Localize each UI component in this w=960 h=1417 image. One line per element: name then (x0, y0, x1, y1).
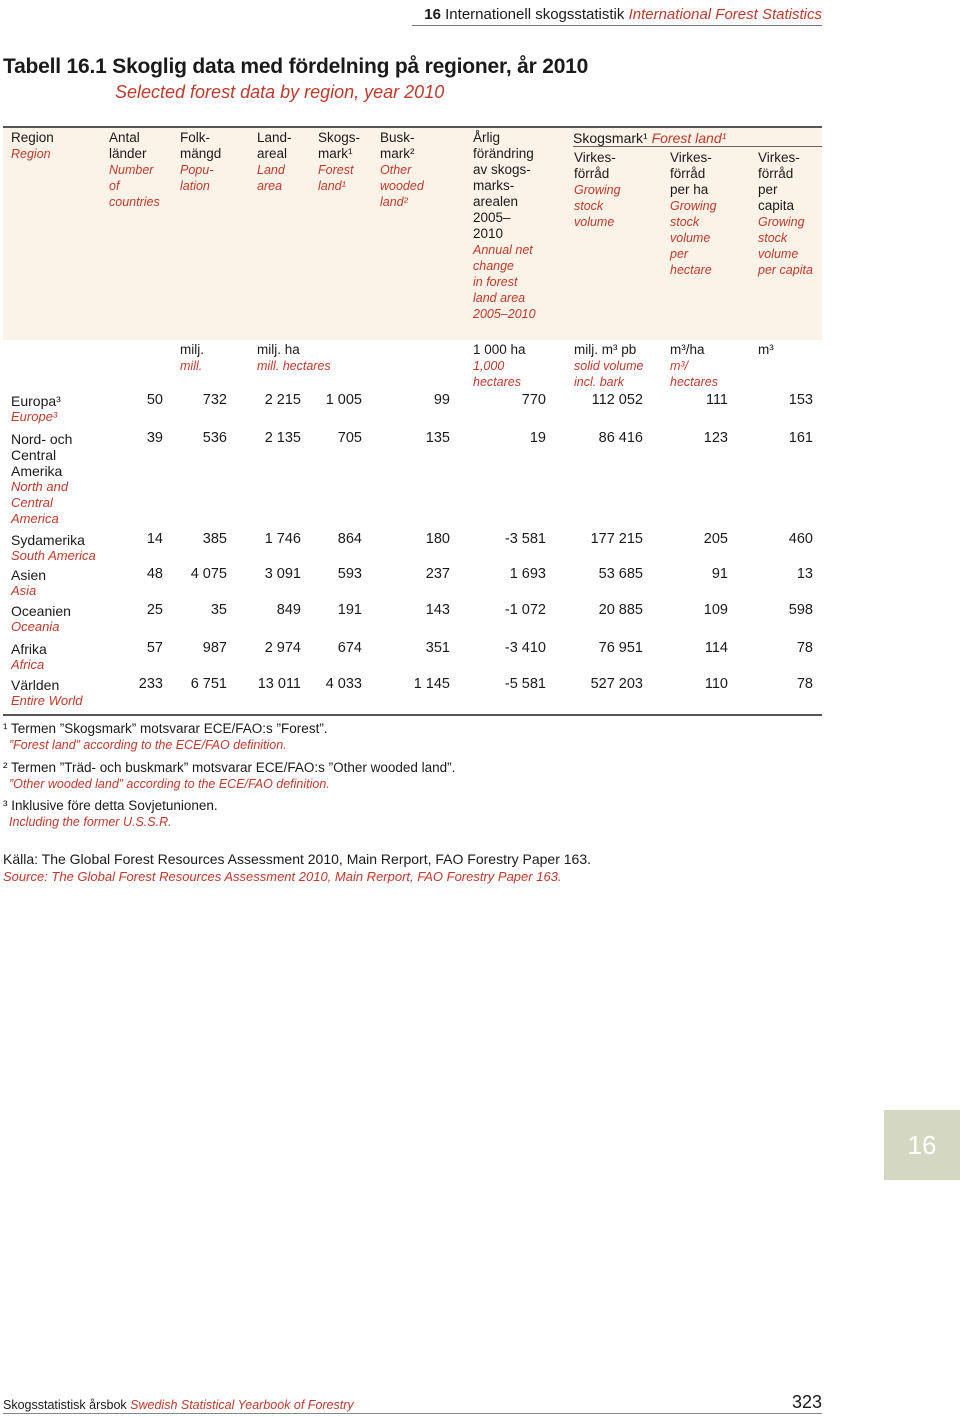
unit-cell-7 (574, 342, 643, 390)
table-cell: 674 (337, 640, 362, 656)
table-cell: 48 (146, 566, 163, 582)
source-sv: Källa: The Global Forest Resources Assessment 2010, Main Rerport, FAO Forestry Paper 163. (3, 851, 592, 867)
forest-land-group-en: Forest land¹ (651, 130, 727, 146)
column-header-4-sv-0: Skogs- (318, 130, 361, 145)
table-cell: 237 (425, 566, 450, 582)
row-label-6 (11, 677, 83, 709)
table-cell: 1 005 (325, 392, 362, 408)
unit-cell-7-en-0: solid volume (574, 359, 644, 373)
table-cell: 987 (202, 640, 227, 656)
column-header-5 (380, 130, 424, 210)
column-header-8-en-3: per (670, 247, 689, 261)
table-cell: 57 (146, 640, 163, 656)
column-header-7-sv-0: Virkes- (574, 150, 616, 165)
column-header-0-en-0: Region (11, 147, 51, 161)
column-header-4-sv-1: mark¹ (318, 146, 353, 161)
table-cell: 112 052 (591, 392, 643, 408)
row-label-1-en-1: Central (11, 495, 53, 510)
column-header-1-en-1: of (109, 179, 120, 193)
table-cell: 14 (146, 531, 163, 547)
column-header-7-en-0: Growing (574, 183, 621, 197)
unit-cell-8-en-0: m³/ (670, 359, 689, 373)
footer-rule (3, 1413, 822, 1414)
footnote-3 (3, 798, 218, 830)
column-header-6-en-4: 2005–2010 (473, 307, 536, 321)
table-cell: 593 (337, 566, 362, 582)
row-label-2-sv-0: Sydamerika (11, 532, 85, 548)
table-cell: 3 091 (264, 566, 301, 582)
table-cell: 53 685 (598, 566, 643, 582)
row-label-2-en-0: South America (11, 548, 96, 563)
table-cell: 527 203 (590, 676, 643, 692)
forest-land-group-rule (573, 146, 822, 147)
column-header-3-en-1: area (257, 179, 283, 193)
table-cell: 598 (788, 602, 813, 618)
table-cell: 76 951 (598, 640, 643, 656)
table-bottom-rule (3, 714, 822, 716)
column-header-2-en-1: lation (180, 179, 210, 193)
table-cell: -3 581 (504, 531, 546, 547)
footer-publication (3, 1398, 354, 1412)
table-cell: 99 (433, 392, 450, 408)
unit-cell-2-sv: milj. (180, 342, 204, 357)
column-header-9-sv-1: förråd (758, 166, 794, 181)
footnote-2-en: ”Other wooded land” according to the ECE/FAO definition. (9, 777, 330, 791)
table-cell: 177 215 (590, 531, 643, 547)
table-cell: 143 (425, 602, 450, 618)
table-cell: 19 (529, 430, 546, 446)
unit-cell-8-en-1: hectares (670, 375, 718, 389)
column-header-2-sv-0: Folk- (180, 130, 210, 145)
row-label-2 (11, 532, 96, 564)
table-cell: 2 974 (264, 640, 301, 656)
page-number: 323 (791, 1392, 822, 1412)
unit-cell-8-sv: m³/ha (670, 342, 705, 357)
column-header-8-sv-1: förråd (670, 166, 706, 181)
table-cell: 161 (788, 430, 813, 446)
column-header-5-sv-0: Busk- (380, 130, 415, 145)
table-cell: 50 (146, 392, 163, 408)
column-header-6-en-3: land area (473, 291, 526, 305)
table-cell: 35 (210, 602, 227, 618)
footnote-1-en: ”Forest land” according to the ECE/FAO definition. (9, 738, 287, 752)
column-header-6-en-0: Annual net (473, 243, 533, 257)
table-cell: 770 (521, 392, 546, 408)
table-cell: 849 (276, 602, 301, 618)
table-cell: 13 (796, 566, 813, 582)
column-header-3-sv-0: Land- (257, 130, 292, 145)
table-cell: 4 033 (325, 676, 362, 692)
chapter-tab: 16 (884, 1110, 960, 1180)
unit-cell-8 (670, 342, 718, 390)
table-cell: 6 751 (190, 676, 227, 692)
table-cell: 864 (337, 531, 362, 547)
running-header-title-en: International Forest Statistics (628, 6, 822, 23)
table-cell: 153 (788, 392, 813, 408)
row-label-4-en-0: Oceania (11, 619, 60, 634)
row-label-1-en-2: America (11, 511, 59, 526)
column-header-6-sv-1: förändring (473, 146, 534, 161)
column-header-8-en-1: stock (670, 215, 700, 229)
footnote-3-sv: ³ Inklusive före detta Sovjetunionen. (3, 798, 218, 813)
table-cell: 233 (138, 676, 163, 692)
table-cell: -1 072 (504, 602, 546, 618)
row-label-0-en-0: Europe³ (11, 409, 58, 424)
table-cell: 78 (796, 676, 813, 692)
column-header-9-sv-3: capita (758, 198, 795, 213)
table-cell: 13 011 (257, 676, 301, 692)
column-header-2-en-0: Popu- (180, 163, 214, 177)
unit-cell-7-sv: milj. m³ pb (574, 342, 637, 357)
table-top-rule (3, 126, 822, 128)
column-header-8-en-2: volume (670, 231, 711, 245)
row-label-6-en-0: Entire World (11, 693, 83, 708)
row-label-5-en-0: Africa (11, 657, 45, 672)
column-header-6-sv-6: 2010 (473, 226, 504, 241)
footnote-2 (3, 760, 455, 792)
row-label-4 (11, 603, 71, 635)
table-cell: 110 (704, 676, 728, 692)
unit-cell-2 (180, 342, 204, 374)
table-cell: 1 145 (413, 676, 450, 692)
table-cell: 78 (796, 640, 813, 656)
row-label-0 (11, 393, 61, 425)
table-cell: 39 (146, 430, 163, 446)
unit-cell-9-sv: m³ (758, 342, 774, 357)
table-cell: 135 (425, 430, 450, 446)
column-header-7-sv-1: förråd (574, 166, 610, 181)
column-header-8-en-4: hectare (670, 263, 712, 277)
column-header-8-en-0: Growing (670, 199, 717, 213)
row-label-0-sv-0: Europa³ (11, 393, 61, 409)
column-header-7-en-1: stock (574, 199, 604, 213)
table-cell: -5 581 (504, 676, 546, 692)
header-rule (412, 25, 822, 26)
column-header-2-sv-1: mängd (180, 146, 222, 161)
column-header-4-en-1: land¹ (318, 179, 346, 193)
table-cell: 91 (711, 566, 728, 582)
unit-cell-6 (473, 342, 526, 390)
column-header-6-en-2: in forest (473, 275, 518, 289)
column-header-1-en-2: countries (109, 195, 160, 209)
column-header-7-en-2: volume (574, 215, 615, 229)
column-header-9-sv-0: Virkes- (758, 150, 800, 165)
column-header-8-sv-0: Virkes- (670, 150, 712, 165)
table-cell: 1 693 (509, 566, 546, 582)
column-header-6-en-1: change (473, 259, 515, 273)
column-header-3-en-0: Land (257, 163, 285, 177)
table-cell: 114 (704, 640, 728, 656)
column-header-9-sv-2: per (758, 182, 778, 197)
row-label-3-sv-0: Asien (11, 567, 47, 583)
table-cell: 205 (703, 531, 728, 547)
column-header-5-sv-1: mark² (380, 146, 415, 161)
footnote-1 (3, 721, 328, 753)
column-header-3-sv-1: areal (257, 146, 288, 161)
table-cell: 2 135 (264, 430, 301, 446)
table-cell: 2 215 (264, 392, 301, 408)
table-cell: 732 (202, 392, 227, 408)
table-cell: 20 885 (598, 602, 643, 618)
column-header-0-sv-0: Region (11, 130, 54, 145)
table-cell: 109 (703, 602, 728, 618)
column-header-1-sv-1: länder (109, 146, 147, 161)
column-header-5-en-2: land² (380, 195, 408, 209)
row-label-3 (11, 567, 46, 599)
running-header-title-sv: Internationell skogsstatistik (445, 6, 625, 23)
unit-cell-3 (257, 342, 331, 374)
row-label-5-sv-0: Afrika (11, 641, 47, 657)
unit-cell-2-en-0: mill. (180, 359, 203, 373)
footer-title-en: Swedish Statistical Yearbook of Forestry (130, 1398, 354, 1412)
column-header-8 (670, 150, 717, 278)
row-label-6-sv-0: Världen (11, 677, 60, 693)
row-label-1 (11, 431, 72, 527)
column-header-4-en-0: Forest (318, 163, 354, 177)
running-header (424, 6, 822, 23)
column-header-4 (318, 130, 360, 194)
column-header-1-en-0: Number (109, 163, 154, 177)
table-cell: 180 (425, 531, 450, 547)
column-header-6-sv-4: arealen (473, 194, 519, 209)
column-header-3 (257, 130, 292, 194)
table-title: Tabell 16.1 Skoglig data med fördelning på regioner, år 2010 (3, 55, 589, 78)
column-header-9-en-2: volume (758, 247, 799, 261)
unit-cell-6-en-1: hectares (473, 375, 521, 389)
table-cell: 1 746 (264, 531, 301, 547)
column-header-1-sv-0: Antal (109, 130, 140, 145)
table-cell: -3 410 (504, 640, 546, 656)
table-cell: 351 (425, 640, 450, 656)
table-cell: 460 (788, 531, 813, 547)
column-header-6 (473, 130, 536, 322)
table-cell: 111 (705, 392, 728, 408)
table-cell: 4 075 (190, 566, 227, 582)
footnote-2-sv: ² Termen ”Träd- och buskmark” motsvarar ECE/FAO:s ”Other wooded land”. (3, 760, 456, 775)
column-header-9-en-0: Growing (758, 215, 805, 229)
column-header-9 (758, 150, 813, 278)
unit-cell-3-en-0: mill. hectares (257, 359, 331, 373)
forest-land-group-sv: Skogsmark¹ (573, 130, 648, 146)
column-header-7 (574, 150, 621, 230)
table-subtitle: Selected forest data by region, year 2010 (115, 82, 445, 102)
table-cell: 536 (202, 430, 227, 446)
unit-cell-3-sv: milj. ha (257, 342, 300, 357)
table-cell: 385 (202, 531, 227, 547)
unit-cell-6-en-0: 1,000 (473, 359, 505, 373)
column-header-8-sv-2: per ha (670, 182, 709, 197)
row-label-1-sv-2: Amerika (11, 463, 63, 479)
column-header-0 (11, 130, 54, 162)
table-cell: 86 416 (598, 430, 643, 446)
table-cell: 123 (703, 430, 728, 446)
footnote-1-sv: ¹ Termen ”Skogsmark” motsvarar ECE/FAO:s ”Forest”. (3, 721, 328, 736)
table-cell: 705 (337, 430, 362, 446)
column-header-1 (109, 130, 160, 210)
column-header-6-sv-3: marks- (473, 178, 515, 193)
source-note (3, 851, 591, 885)
row-label-3-en-0: Asia (11, 583, 37, 598)
footer-title-sv: Skogsstatistisk årsbok (3, 1398, 127, 1412)
chapter-number: 16 (424, 6, 441, 23)
row-label-1-sv-0: Nord- och (11, 431, 73, 447)
row-label-5 (11, 641, 47, 673)
row-label-1-sv-1: Central (11, 447, 57, 463)
column-header-9-en-3: per capita (758, 263, 813, 277)
column-header-6-sv-5: 2005– (473, 210, 511, 225)
table-cell: 25 (146, 602, 163, 618)
table-cell: 191 (337, 602, 362, 618)
column-header-6-sv-0: Årlig (473, 130, 501, 145)
column-header-5-en-1: wooded (380, 179, 424, 193)
unit-cell-6-sv: 1 000 ha (473, 342, 526, 357)
unit-cell-9 (758, 342, 774, 358)
forest-land-group-header (573, 130, 726, 146)
column-header-6-sv-2: av skogs- (473, 162, 531, 177)
column-header-5-en-0: Other (380, 163, 412, 177)
source-en: Source: The Global Forest Resources Assessment 2010, Main Rerport, FAO Forestry Paper 163. (3, 869, 562, 884)
row-label-1-en-0: North and (11, 479, 69, 494)
column-header-2 (180, 130, 221, 194)
footnote-3-en: Including the former U.S.S.R. (9, 815, 172, 829)
unit-cell-7-en-1: incl. bark (574, 375, 625, 389)
row-label-4-sv-0: Oceanien (11, 603, 71, 619)
column-header-9-en-1: stock (758, 231, 788, 245)
